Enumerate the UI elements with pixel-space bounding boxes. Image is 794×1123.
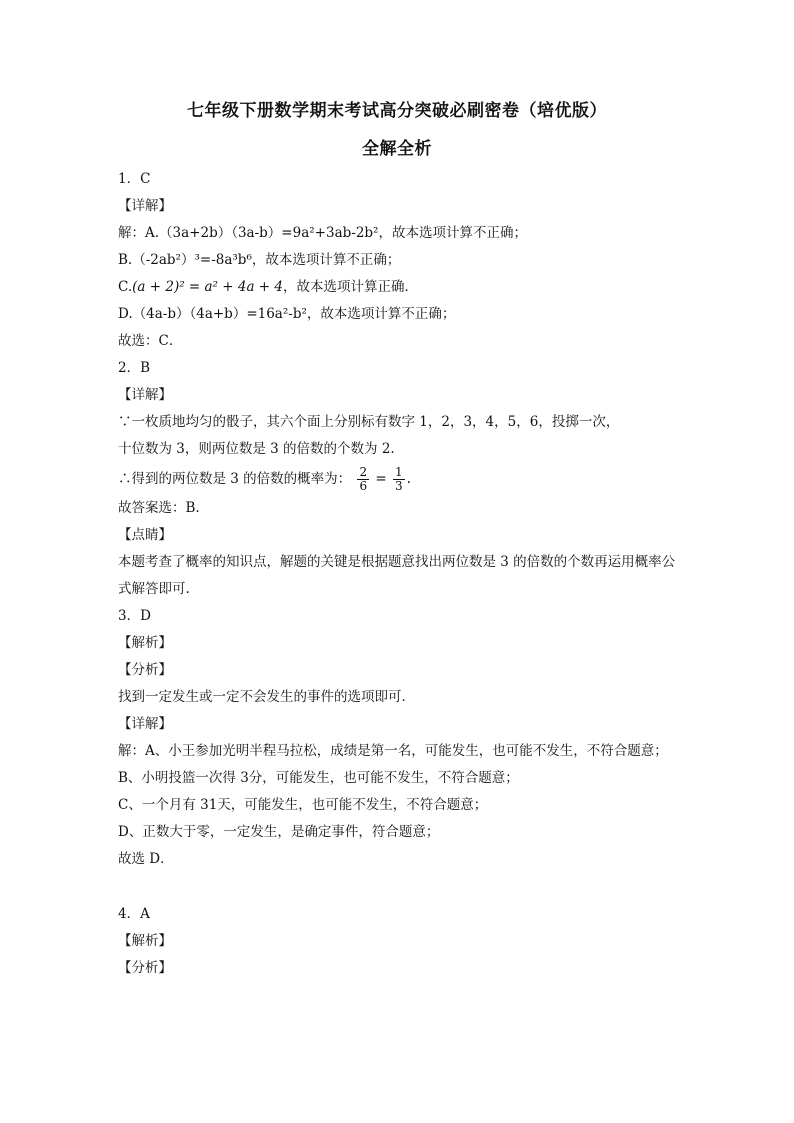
- spacer: [118, 873, 688, 901]
- fraction-denominator: 6: [359, 479, 368, 493]
- q1-answer: 1．C: [118, 171, 151, 187]
- q2-answer: 2．B: [118, 360, 151, 376]
- q3-option-a: 解：A、小王参加光明半程马拉松，成绩是第一名，可能发生，也可能不发生，不符合题意；: [118, 743, 668, 759]
- q3-analysis-tag: 【解析】: [118, 635, 172, 651]
- fraction-1-3: [393, 466, 405, 493]
- q2-comment: 本题考查了概率的知识点，解题的关键是根据题意找出两位数是 3 的倍数的个数再运用概率公式解答即可.: [118, 554, 676, 597]
- q3-fenxi-tag: 【分析】: [118, 662, 172, 678]
- fraction-denominator: 3: [395, 479, 403, 493]
- q1-option-c-formula: (a + 2)² = a² + 4a + 4: [132, 279, 283, 295]
- fraction-numerator: 2: [359, 465, 368, 479]
- q2-conclusion: 故答案选：B.: [118, 500, 200, 516]
- fraction-numerator: 1: [395, 465, 403, 479]
- q2-comment-tag: 【点睛】: [118, 527, 172, 543]
- q3-option-c: C、一个月有 31天，可能发生，也可能不发生，不符合题意；: [118, 797, 488, 813]
- q3-fenxi: 找到一定发生或一定不会发生的事件的选项即可．: [118, 689, 415, 705]
- q1-option-d: D.（4a-b）（4a+b）=16a²-b²，故本选项计算不正确；: [118, 306, 456, 322]
- q2-line-2: 十位数为 3，则两位数是 3 的倍数的个数为 2.: [118, 441, 395, 457]
- q1-option-a: 解：A.（3a+2b）（3a-b）=9a²+3ab-2b²，故本选项计算不正确；: [118, 225, 527, 241]
- q1-option-c-suffix: ，故本选项计算正确．: [283, 279, 418, 295]
- q1-option-c: [118, 274, 688, 301]
- q3-detail-tag: 【详解】: [118, 716, 172, 732]
- q2-line-1: ∵一枚质地均匀的骰子，其六个面上分别标有数字 1，2，3，4，5，6，投掷一次，: [118, 414, 620, 430]
- q3-conclusion: 故选 D．: [118, 851, 174, 867]
- q1-option-c-prefix: C.: [118, 279, 133, 295]
- q4-analysis-tag: 【解析】: [118, 933, 172, 949]
- answer-content: [118, 166, 688, 982]
- document-subtitle: 全解全析: [362, 139, 432, 159]
- q3-answer: 3．D: [118, 608, 151, 624]
- q2-probability: [118, 463, 688, 495]
- q1-conclusion: 故选：C．: [118, 333, 183, 349]
- equals-sign: =: [375, 471, 387, 487]
- q4-fenxi-tag: 【分析】: [118, 960, 172, 976]
- document-title: 七年级下册数学期末考试高分突破必刷密卷（培优版）: [187, 101, 607, 121]
- fraction-2-6: [357, 466, 369, 493]
- q1-detail-tag: 【详解】: [118, 198, 172, 214]
- q2-detail-tag: 【详解】: [118, 387, 172, 403]
- q3-option-d: D、正数大于零，一定发生，是确定事件，符合题意；: [118, 824, 440, 840]
- q4-answer: 4．A: [118, 906, 150, 922]
- q2-prob-end: .: [406, 471, 411, 487]
- q3-option-b: B、小明投篮一次得 3分，可能发生，也可能不发生，不符合题意；: [118, 770, 519, 786]
- q2-prob-prefix: ∴得到的两位数是 3 的倍数的概率为：: [118, 471, 352, 487]
- q1-option-b: B.（-2ab²）³=-8a³b⁶，故本选项计算不正确；: [118, 252, 401, 268]
